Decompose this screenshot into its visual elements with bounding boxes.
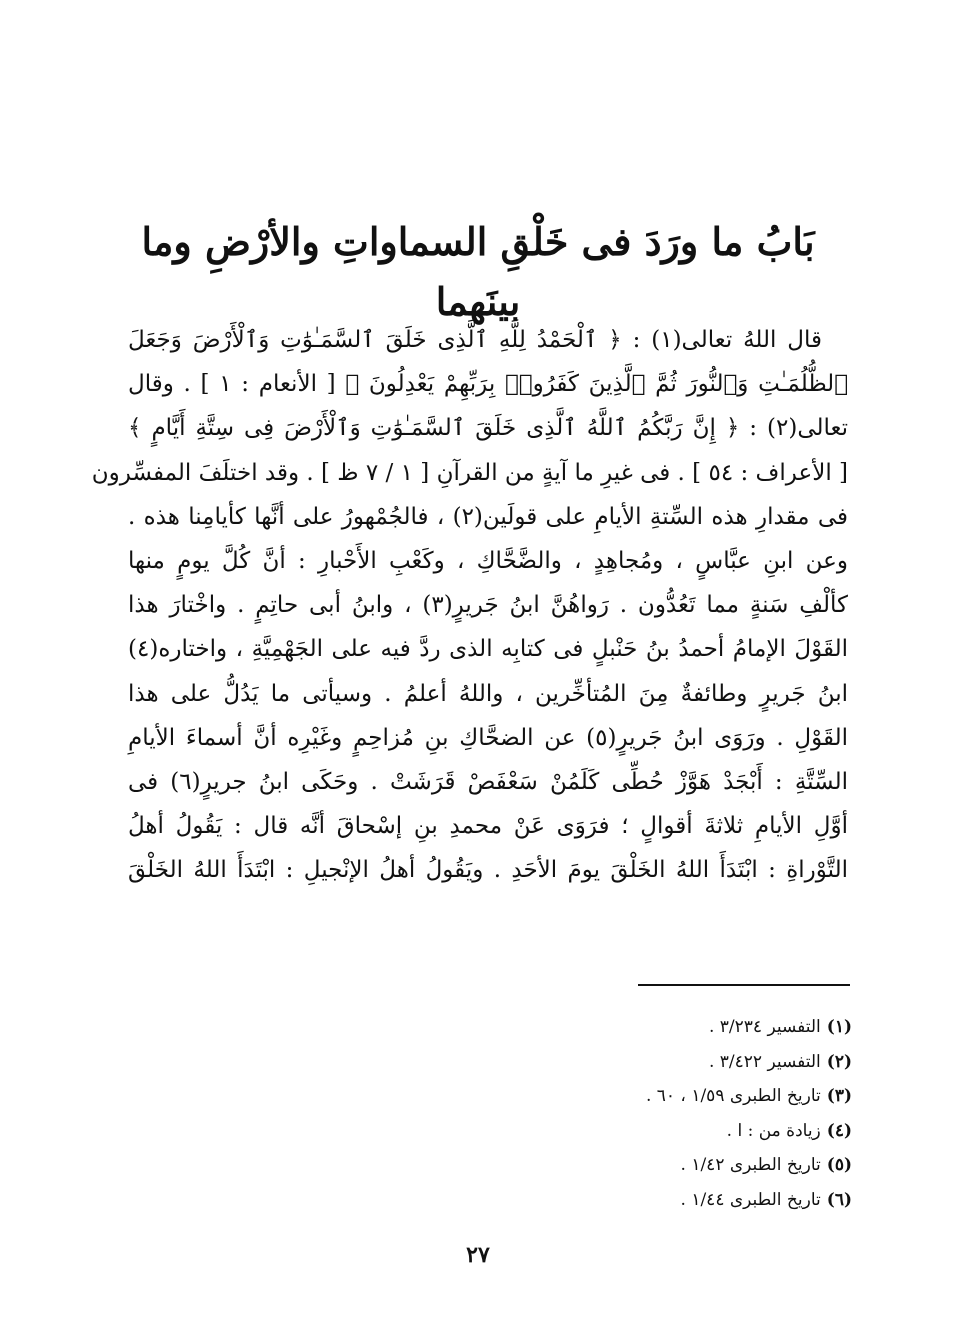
chapter-title: بَابُ ما ورَدَ فى خَلْقِ السماواتِ والأرْضِ وما بينَهما [141,219,815,324]
footnote-number: (٥) [826,1155,852,1175]
footnote [480,1183,852,1218]
body-line: السِّتَّةِ : أَبْجَدْ هَوَّزْ حُطِّى كَلَمُنْ سَعْفَصْ قَرَشَتْ . وحَكَى ابنُ جريرٍ(٦) فى [128,768,849,795]
body-line: قال اللهُ تعالى(١) : ﴿ ٱلْحَمْدُ لِلَّهِ ٱلَّذِى خَلَقَ ٱلسَّمَـٰوَٰتِ وَٱلْأَرْضَ وَجَعَلَ [128,327,822,353]
footnote [480,1114,852,1149]
footnote-text: زيادة من : ا . [726,1120,821,1141]
body-line: [ الأعراف : ٥٤ ] . فى غيرِ ما آيةٍ من القرآنِ [ ١ / ٧ ظ ] . وقد اختلَفَ المفسِّرون [91,459,848,486]
body-line: كألْفِ سَنةٍ مما تَعُدُّون . رَواهُنَّ ابنُ جَريرٍ(٣) ، وابنُ أبى حاتِمٍ . واخْتارَ هذا [128,592,848,619]
footnote-text: تاريخ الطبرى ١/٥٩ ، ٦٠ . [645,1086,821,1106]
footnote-number: (٦) [826,1189,852,1210]
page-number: ٢٧ [466,1242,490,1268]
footnote-separator [638,984,850,986]
body-line: ٱلظُّلُمَـٰتِ وَٱلنُّورَ ثُمَّ ٱلَّذِينَ كَفَرُوا۟ بِرَبِّهِمْ يَعْدِلُونَ ﴾ [ الأنعام : ١ ] . وقال [128,371,848,398]
footnote [480,1079,852,1114]
footnote-text: التفسير ٣/٢٣٤ . [708,1017,821,1037]
footnote-text: التفسير ٣/٤٢٢ . [708,1051,821,1072]
body-line: أوَّلِ الأيامِ ثلاثةَ أقوالٍ ؛ فرَوَى عَنْ محمدِ بنِ إسْحاقَ أنَّه قال : يَقُولُ أهلُ [128,813,848,840]
body-line: وعن ابنِ عبَّاسٍ ، ومُجاهِدٍ ، والضَّحَّاكِ ، وكَعْبِ الأَحْبارِ : أنَّ كُلَّ يومٍ منها [128,547,848,574]
body-line: تعالى(٢) : ﴿ إِنَّ رَبَّكُمُ ٱللَّهُ ٱلَّذِى خَلَقَ ٱلسَّمَـٰوَٰتِ وَٱلْأَرْضَ فِى سِتَّةِ أَيَّامٍ ﴾ [128,415,848,442]
body-line: القَوْلِ . ورَوَى ابنُ جَريرٍ(٥) عن الضحَّاكِ بنِ مُزاحِمٍ وغَيْرِه أنَّ أسماءَ الأيامِ [128,724,849,751]
body-text [91,318,849,892]
footnote-number: (٣) [826,1086,852,1106]
footnote [480,1045,852,1080]
footnote-number: (٤) [826,1120,852,1141]
footnote-text: تاريخ الطبرى ١/٤٤ . [680,1189,821,1210]
body-line: التَّوْراةِ : ابْتَدَأَ اللهُ الخَلْقَ يومَ الأحَدِ . ويَقُولُ أهلُ الإنْجيلِ : ابْتَدَأَ اللهُ الخَلْقَ [128,857,848,884]
footnote [480,1010,852,1045]
footnotes-list [480,1010,852,1217]
footnote-text: تاريخ الطبرى ١/٤٢ . [680,1155,821,1175]
footnote-number: (١) [826,1017,852,1037]
footnote-number: (٢) [826,1051,852,1072]
body-line: فى مقدارِ هذه السِّتةِ الأيامِ على قولَين(٢) ، فالجُمْهورُ على أنَّها كأيامِنا هذه . [128,503,848,530]
body-line: ابنُ جَريرٍ وطائفةٌ مِنَ المُتأخِّرين ، واللهُ أعلمُ . وسيأتى ما يَدُلُّ على هذا [128,680,848,707]
footnote [480,1148,852,1183]
body-line: القَوْلَ الإمامُ أحمدُ بنُ حَنْبلٍ فى كتابِه الذى ردَّ فيه على الجَهْمِيَّةِ ، واختاره(٤) [128,636,848,663]
